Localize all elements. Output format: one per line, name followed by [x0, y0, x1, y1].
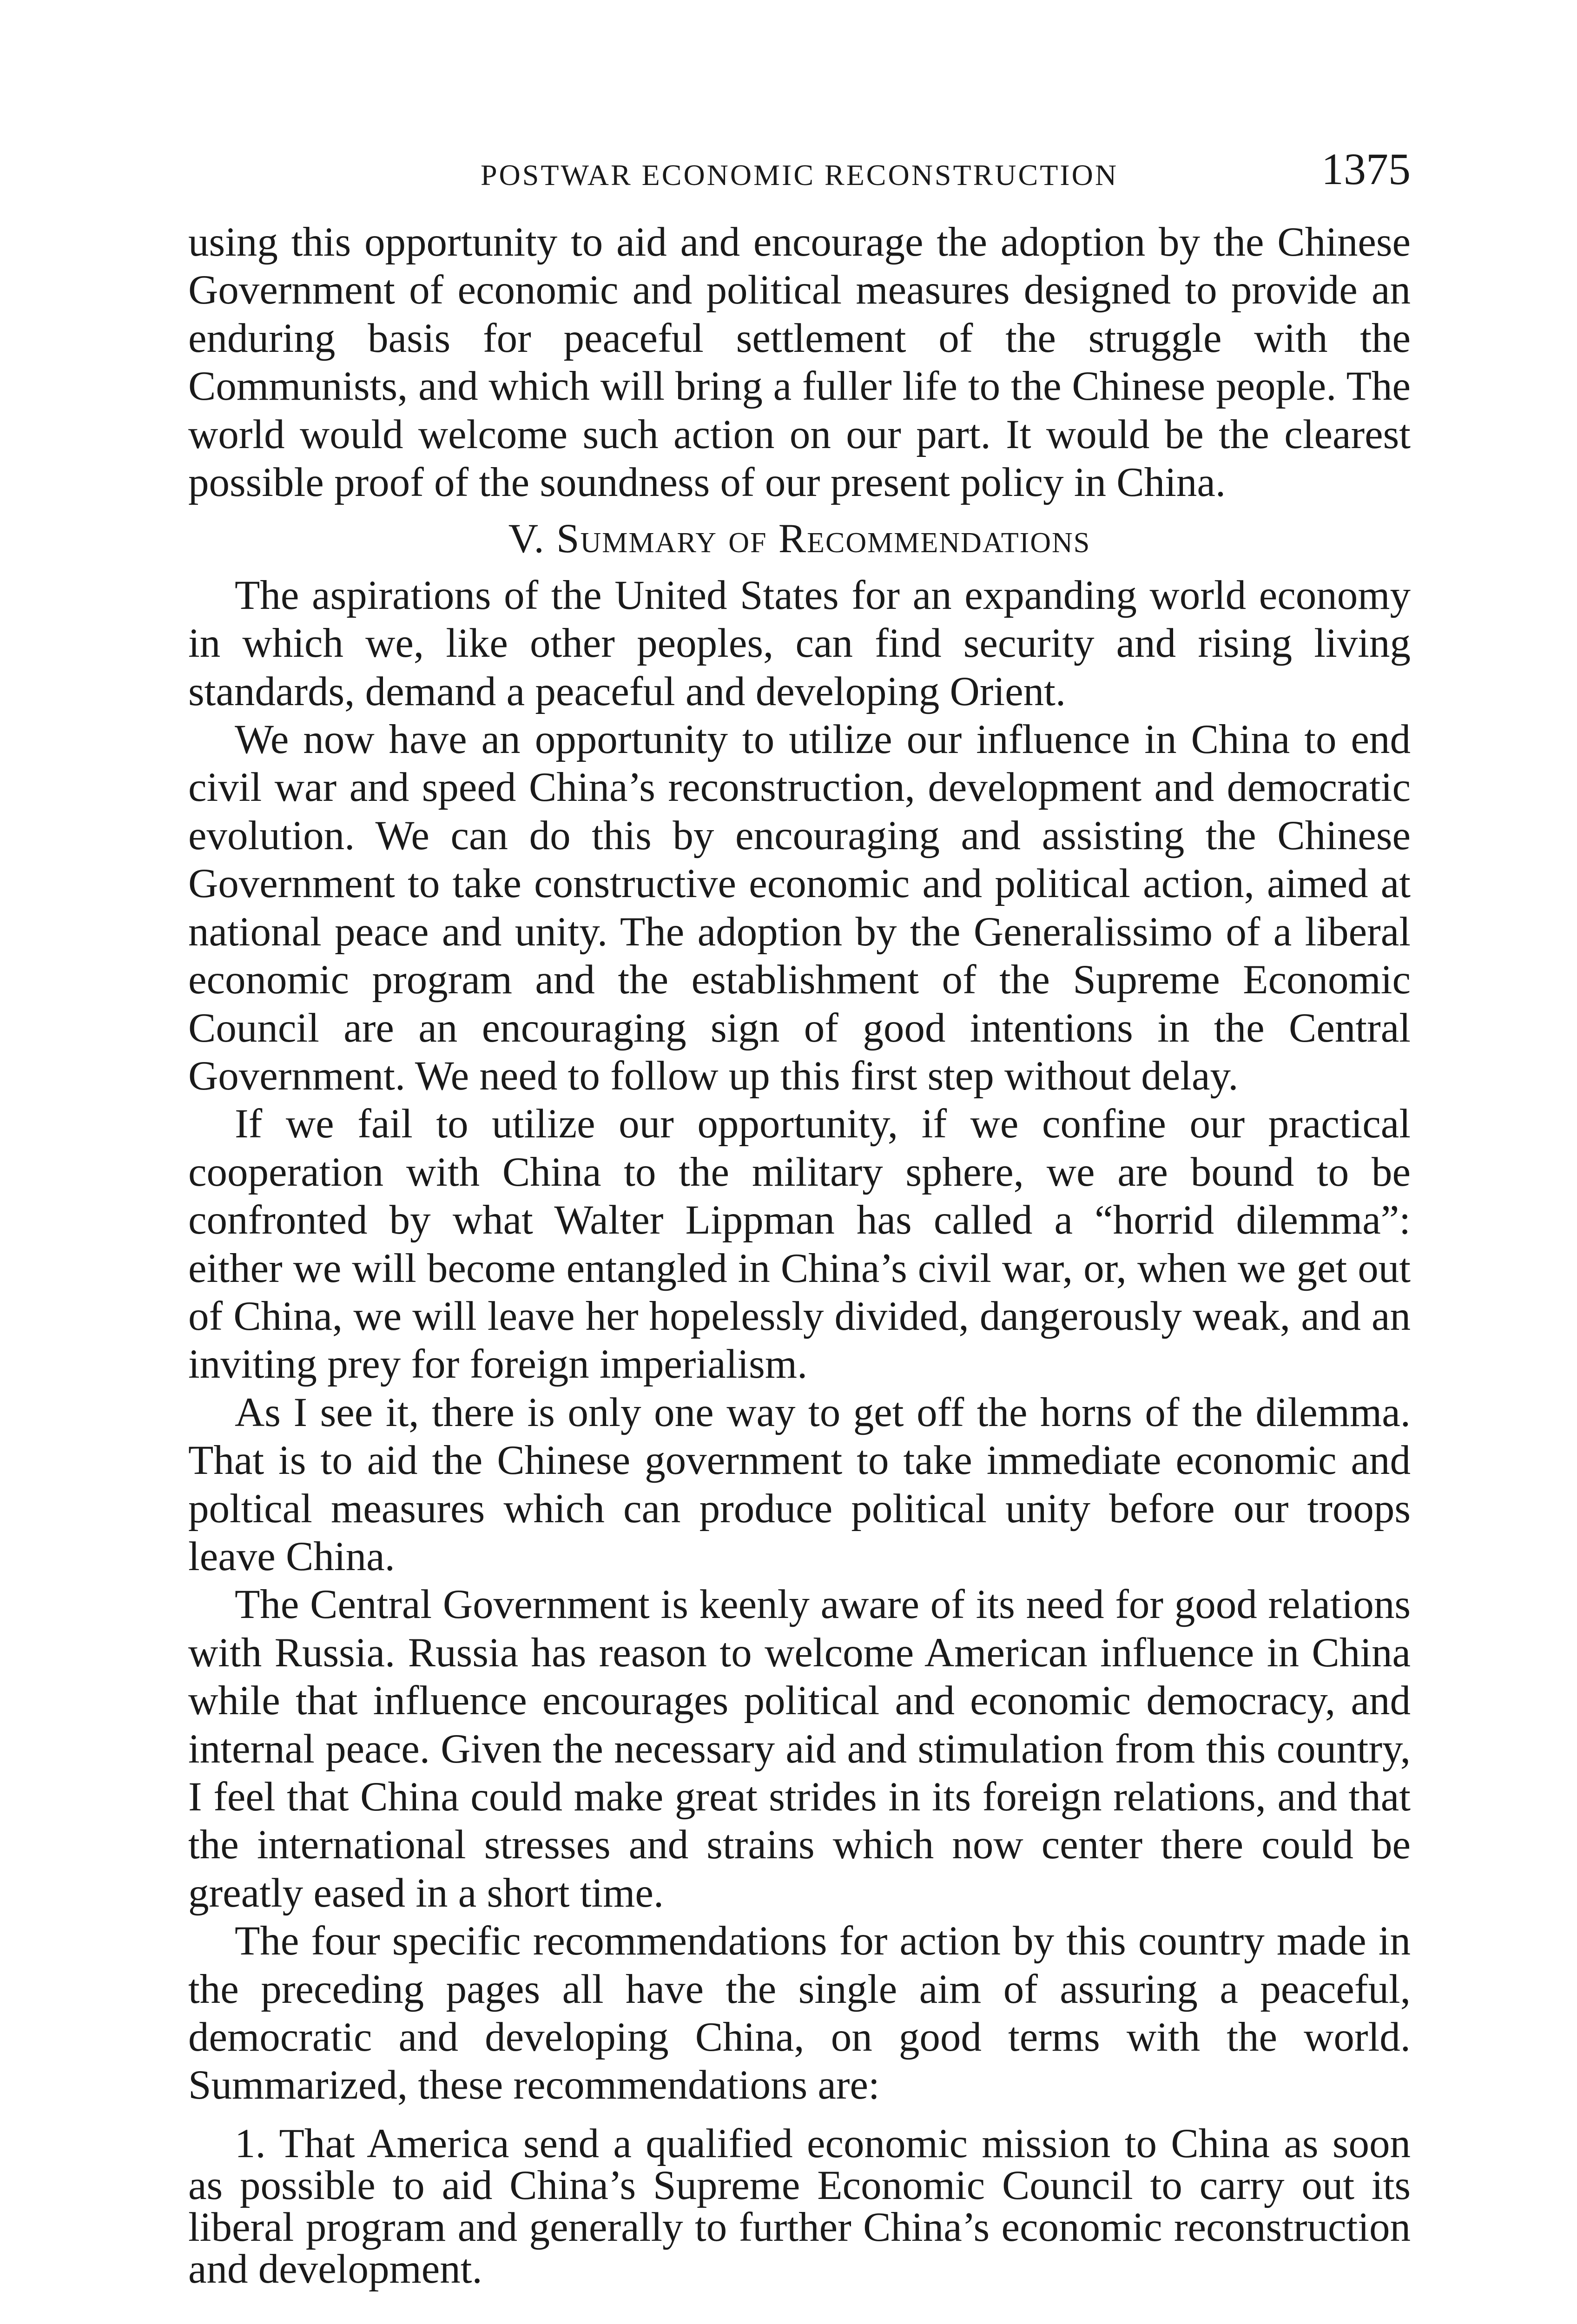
paragraph-one-way: As I see it, there is only one way to get off the horns of the dilemma. That is to aid the Chinese government to take immediate economic and poltical measures which can produce political unity before our troops leave China. — [188, 1389, 1411, 1579]
page-number: 1375 — [1321, 144, 1411, 194]
section-heading — [188, 515, 1411, 563]
paragraph-summary-intro: The four specific recommendations for action by this country made in the preceding pages all have the single aim of assuring a peaceful, democratic and developing China, on good terms with the world. Summarized, these recommendations are: — [188, 1918, 1411, 2108]
document-page — [188, 139, 1411, 2290]
continued-paragraph: using this opportunity to aid and encourage the adoption by the Chinese Government of economic and political measures designed to provide an enduring basis for peaceful settlement of the struggle with the Communists, and which will bring a fuller life to the Chinese people. The world would welcome such action on our part. It would be the clearest possible proof of the soundness of our present policy in China. — [188, 219, 1411, 506]
recommendation-item: 1. That America send a qualified economic mission to China as soon as possible to aid China’s Supreme Economic Council to carry out its liberal program and generally to further China’s economic reconstruction and development. — [188, 2120, 1411, 2292]
section-heading-text: V. Summary of Recommendations — [508, 516, 1091, 562]
paragraph-aspirations: The aspirations of the United States for an expanding world economy in which we, like other peoples, can find security and rising living standards, demand a peaceful and developing Orient. — [188, 572, 1411, 714]
running-head — [188, 139, 1411, 218]
paragraph-russia: The Central Government is keenly aware of its need for good relations with Russia. Russia has reason to welcome American influence in China while that influence encourages political and economic democracy, and internal peace. Given the necessary aid and stimulation from this country, I feel that China could make great strides in its foreign relations, and that the international stresses and strains which now center there could be greatly eased in a short time. — [188, 1582, 1411, 1916]
paragraph-dilemma: If we fail to utilize our opportunity, if we confine our practical cooperation with China to the military sphere, we are bound to be confronted by what Walter Lippman has called a “horrid dilemma”: either we will become entangled in China’s civil war, or, when we get out of China, we will leave her hopelessly divided, dangerously weak, and an inviting prey for foreign imperialism. — [188, 1101, 1411, 1387]
paragraph-opportunity: We now have an opportunity to utilize our influence in China to end civil war and speed China’s reconstruction, development and democratic evolution. We can do this by encouraging and assisting the Chinese Government to take constructive economic and political action, aimed at national peace and unity. The adoption by the Generalissimo of a liberal economic program and the establishment of the Supreme Economic Council are an encouraging sign of good intentions in the Central Government. We need to follow up this first step without delay. — [188, 717, 1411, 1099]
running-title: POSTWAR ECONOMIC RECONSTRUCTION — [480, 158, 1119, 191]
